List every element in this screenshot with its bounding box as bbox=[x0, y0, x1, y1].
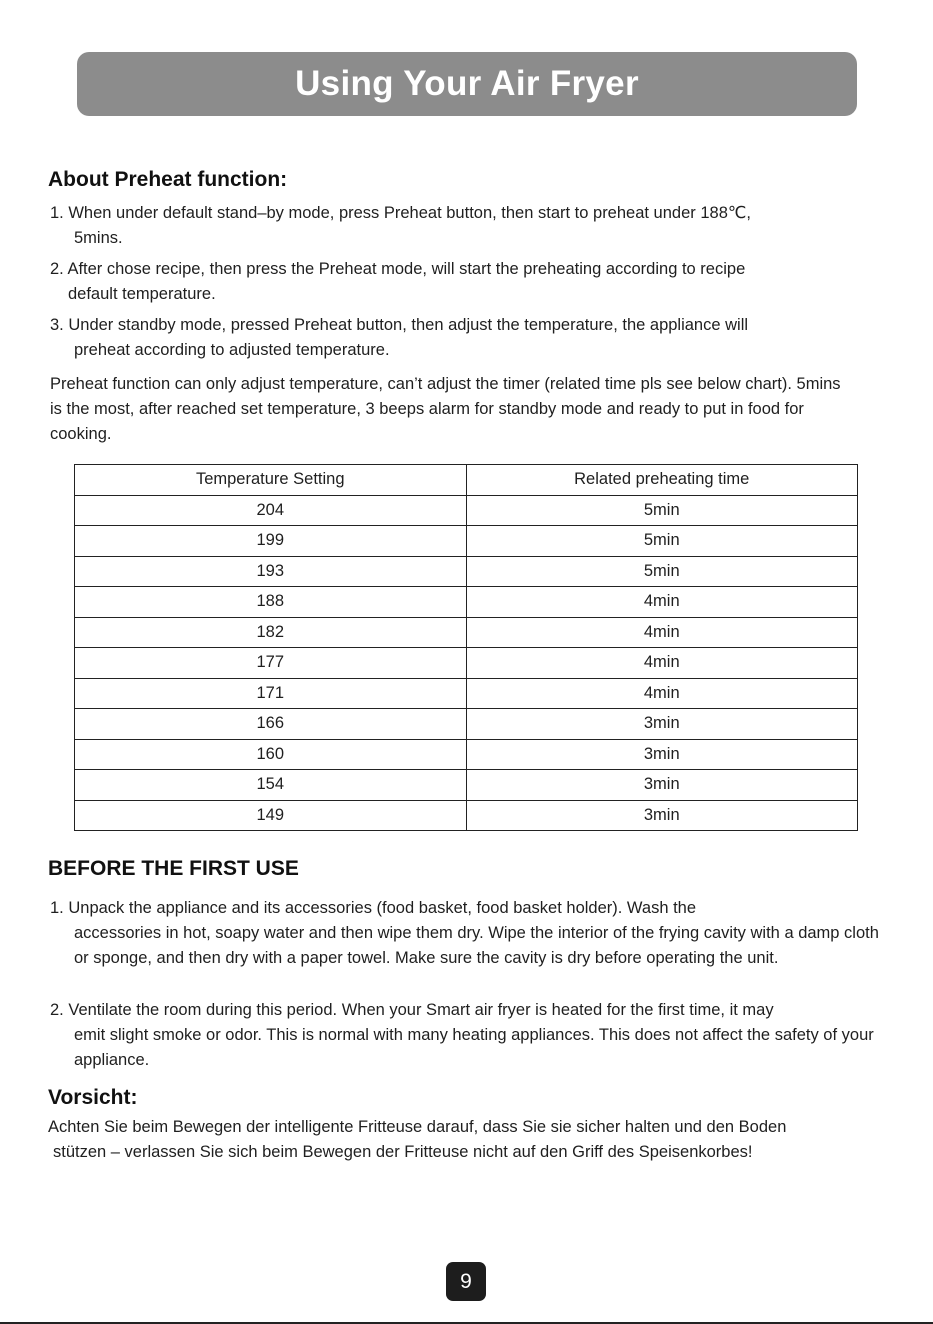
temperature-cell: 204 bbox=[75, 495, 467, 526]
temperature-cell: 177 bbox=[75, 648, 467, 679]
time-cell: 4min bbox=[466, 678, 858, 709]
item-text: Unpack the appliance and its accessories (food basket, food basket holder). Wash the bbox=[68, 899, 697, 917]
temperature-cell: 193 bbox=[75, 556, 467, 587]
table-row bbox=[75, 739, 858, 770]
temperature-cell: 154 bbox=[75, 770, 467, 801]
time-cell: 4min bbox=[466, 587, 858, 618]
temperature-cell: 166 bbox=[75, 709, 467, 740]
item-number: 1. bbox=[50, 204, 64, 222]
preheat-note: Preheat function can only adjust temperature, can’t adjust the timer (related time pls see below chart). 5mins is the most, after reached set temperature, 3 beeps alarm for standby mode and ready to put in food for cooking. bbox=[50, 375, 841, 443]
table-row bbox=[75, 709, 858, 740]
temperature-cell: 199 bbox=[75, 526, 467, 557]
item-text-cont: default temperature. bbox=[68, 285, 216, 303]
page-title: Using Your Air Fryer bbox=[295, 64, 639, 103]
item-text: Ventilate the room during this period. When your Smart air fryer is heated for the first time, it may bbox=[68, 1001, 774, 1019]
item-text: When under default stand–by mode, press Preheat button, then start to preheat under 188℃, bbox=[68, 204, 751, 222]
table-row bbox=[75, 770, 858, 801]
item-number: 3. bbox=[50, 316, 64, 334]
time-cell: 3min bbox=[466, 709, 858, 740]
time-cell: 5min bbox=[466, 556, 858, 587]
preheat-time-table bbox=[74, 464, 858, 831]
item-text-cont: 5mins. bbox=[74, 229, 123, 247]
first-use-heading: BEFORE THE FIRST USE bbox=[48, 857, 299, 880]
table-row bbox=[75, 587, 858, 618]
temperature-cell: 188 bbox=[75, 587, 467, 618]
table-row bbox=[75, 526, 858, 557]
temperature-cell: 160 bbox=[75, 739, 467, 770]
time-cell: 3min bbox=[466, 739, 858, 770]
item-text: Under standby mode, pressed Preheat button, then adjust the temperature, the appliance will bbox=[68, 316, 749, 334]
column-header-temperature: Temperature Setting bbox=[75, 465, 467, 496]
table-row bbox=[75, 556, 858, 587]
page-number: 9 bbox=[446, 1262, 486, 1301]
column-header-time: Related preheating time bbox=[466, 465, 858, 496]
first-use-item-2 bbox=[50, 998, 910, 1073]
item-number: 2. bbox=[50, 1001, 64, 1019]
caution-heading: Vorsicht: bbox=[48, 1086, 138, 1109]
preheat-item-1 bbox=[50, 201, 870, 251]
item-text-cont: emit slight smoke or odor. This is normal with many heating appliances. This does not affect the safety of your appliance. bbox=[74, 1026, 874, 1069]
temperature-cell: 149 bbox=[75, 800, 467, 831]
item-text-cont: accessories in hot, soapy water and then wipe them dry. Wipe the interior of the frying cavity with a damp cloth or sponge, and then dry with a paper towel. Make sure the cavity is dry before operating the unit. bbox=[74, 924, 879, 967]
item-number: 2. bbox=[50, 260, 64, 278]
item-number: 1. bbox=[50, 899, 64, 917]
time-cell: 4min bbox=[466, 617, 858, 648]
time-cell: 3min bbox=[466, 800, 858, 831]
page-banner bbox=[77, 52, 857, 116]
table-row bbox=[75, 800, 858, 831]
time-cell: 5min bbox=[466, 495, 858, 526]
item-text-cont: preheat according to adjusted temperature. bbox=[74, 341, 390, 359]
table-row bbox=[75, 495, 858, 526]
table-row bbox=[75, 678, 858, 709]
preheat-item-3 bbox=[50, 313, 870, 363]
preheat-item-2 bbox=[50, 257, 870, 307]
preheat-heading: About Preheat function: bbox=[48, 168, 288, 191]
first-use-item-1 bbox=[50, 896, 890, 971]
time-cell: 5min bbox=[466, 526, 858, 557]
temperature-cell: 182 bbox=[75, 617, 467, 648]
time-cell: 4min bbox=[466, 648, 858, 679]
temperature-cell: 171 bbox=[75, 678, 467, 709]
table-row bbox=[75, 648, 858, 679]
caution-line-1: Achten Sie beim Bewegen der intelligente Fritteuse darauf, dass Sie sie sicher halten und den Boden bbox=[48, 1118, 787, 1136]
table-header-row bbox=[75, 465, 858, 496]
table-row bbox=[75, 617, 858, 648]
caution-line-2: stützen – verlassen Sie sich beim Bewegen der Fritteuse nicht auf den Griff des Speisenkorbes! bbox=[53, 1143, 753, 1161]
item-text: After chose recipe, then press the Preheat mode, will start the preheating according to recipe bbox=[67, 260, 746, 278]
time-cell: 3min bbox=[466, 770, 858, 801]
